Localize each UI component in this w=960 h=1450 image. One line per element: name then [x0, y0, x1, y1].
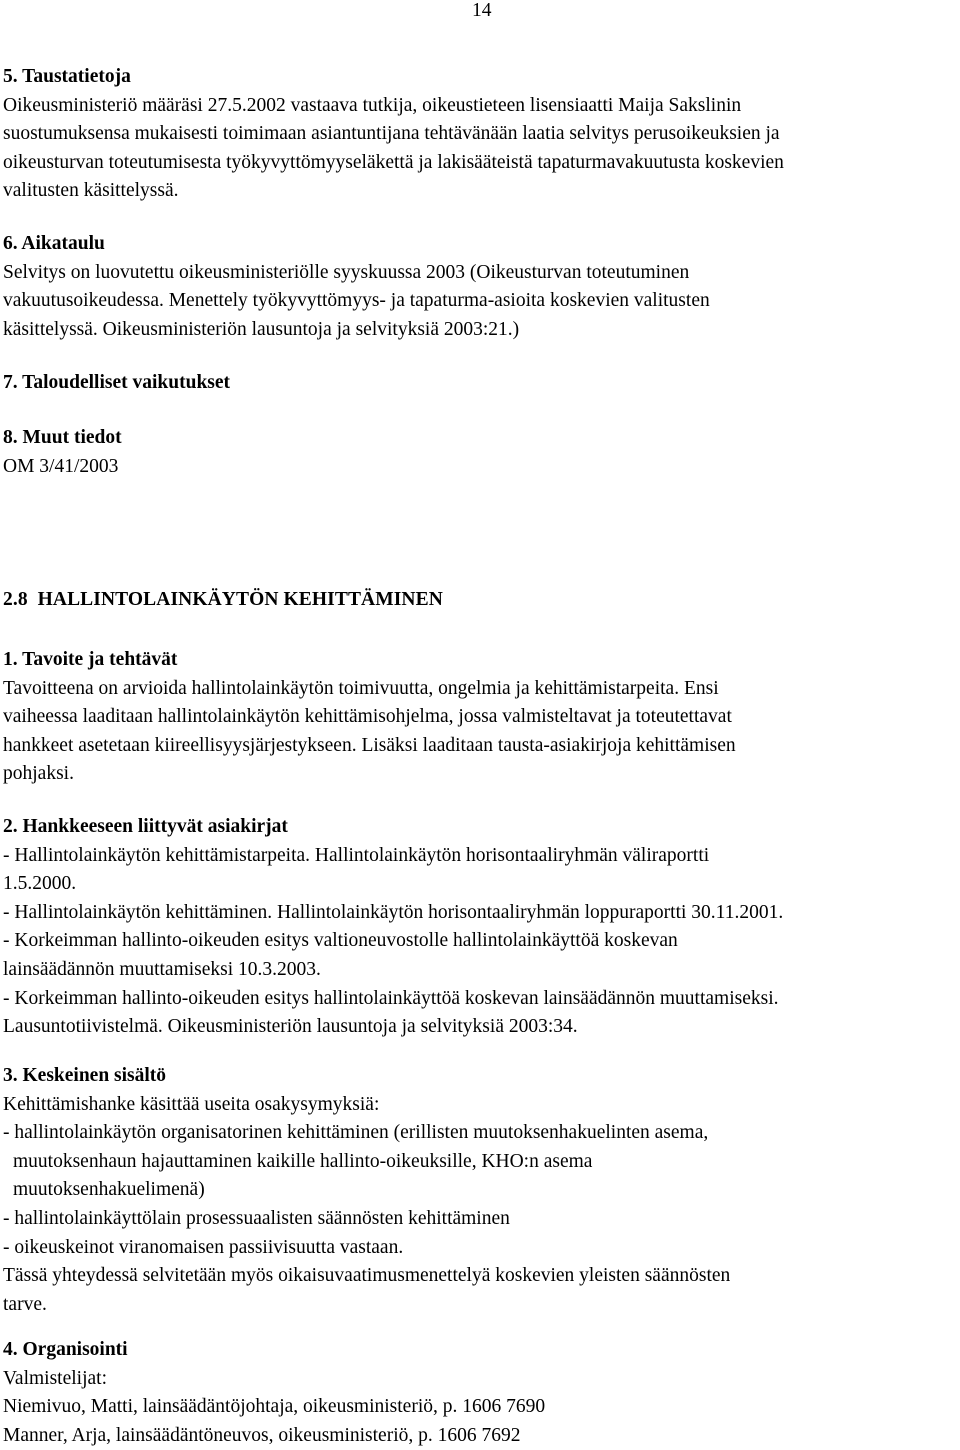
list-item: - Hallintolainkäytön kehittämistarpeita. Hallintolainkäytön horisontaaliryhmän väliraportti: [3, 844, 710, 866]
paragraph-line: käsittelyssä. Oikeusministeriön lausuntoja ja selvityksiä 2003:21.): [3, 318, 520, 340]
list-item: lainsäädännön muuttamiseksi 10.3.2003.: [3, 958, 321, 980]
paragraph-line: vakuutusoikeudessa. Menettely työkyvyttömyys- ja tapaturma-asioita koskevien valitusten: [3, 290, 710, 312]
section-goals: [3, 646, 959, 789]
section-documents: [3, 813, 959, 1042]
contact-line: Niemivuo, Matti, lainsäädäntöjohtaja, oikeusministeriö, p. 1606 7690: [3, 1396, 546, 1418]
paragraph-line: Oikeusministeriö määräsi 27.5.2002 vastaava tutkija, oikeustieteen lisensiaatti Maija Sakslinin: [3, 94, 742, 116]
page-number: 14: [472, 0, 492, 21]
heading-content: 3. Keskeinen sisältö: [3, 1065, 167, 1086]
paragraph-line: tarve.: [3, 1293, 47, 1315]
paragraph-line: suostumuksensa mukaisesti toimimaan asiantuntijana tehtävänään laatia selvitys perusoikeuksien ja: [3, 123, 780, 145]
paragraph-line: hankkeet asetetaan kiireellisyysjärjestykseen. Lisäksi laaditaan tausta-asiakirjoja kehittämisen: [3, 734, 736, 756]
paragraph-line: Selvitys on luovutettu oikeusministeriölle syyskuussa 2003 (Oikeusturvan toteutuminen: [3, 261, 690, 283]
list-item: - hallintolainkäyttölain prosessuaalisten säännösten kehittäminen: [3, 1207, 510, 1229]
heading-organisation: 4. Organisointi: [3, 1339, 128, 1360]
section-background: [3, 63, 959, 206]
section-title-text: 2.8 HALLINTOLAINKÄYTÖN KEHITTÄMINEN: [3, 589, 443, 610]
paragraph-line: Valmistelijat:: [3, 1367, 107, 1389]
paragraph-line: oikeusturvan toteutumisesta työkyvyttömyyseläkettä ja lakisääteistä tapaturmavakuutusta koskevien: [3, 151, 784, 173]
section-other-info: [3, 424, 959, 481]
paragraph-line: pohjaksi.: [3, 763, 74, 785]
heading-financial: 7. Taloudelliset vaikutukset: [3, 372, 231, 393]
heading-goals: 1. Tavoite ja tehtävät: [3, 649, 178, 670]
heading-schedule: 6. Aikataulu: [3, 233, 105, 254]
list-item: - oikeuskeinot viranomaisen passiivisuutta vastaan.: [3, 1236, 404, 1258]
list-item: - hallintolainkäytön organisatorinen kehittäminen (erillisten muutoksenhakuelinten asema,: [3, 1122, 709, 1144]
heading-background: 5. Taustatietoja: [3, 66, 131, 87]
list-item: Lausuntotiivistelmä. Oikeusministeriön lausuntoja ja selvityksiä 2003:34.: [3, 1016, 578, 1038]
section-financial: [3, 369, 959, 398]
paragraph-line: valitusten käsittelyssä.: [3, 180, 179, 202]
reference-number: OM 3/41/2003: [3, 455, 119, 477]
section-schedule: [3, 230, 959, 344]
paragraph-line: Tässä yhteydessä selvitetään myös oikaisuvaatimusmenettelyä koskevien yleisten säännösten: [3, 1265, 731, 1287]
list-item: 1.5.2000.: [3, 873, 77, 895]
list-item: muutoksenhaun hajauttaminen kaikille hallinto-oikeuksille, KHO:n asema: [13, 1150, 593, 1172]
section-organisation: [3, 1336, 959, 1450]
paragraph-line: Tavoitteena on arvioida hallintolainkäytön toimivuutta, ongelmia ja kehittämistarpeita. Ensi: [3, 677, 719, 699]
list-item: - Hallintolainkäytön kehittäminen. Hallintolainkäytön horisontaaliryhmän loppuraportti 30.11.2001.: [3, 901, 784, 923]
section-content: [3, 1062, 959, 1319]
list-item: muutoksenhakuelimenä): [13, 1179, 205, 1201]
heading-documents: 2. Hankkeeseen liittyvät asiakirjat: [3, 816, 288, 837]
heading-other-info: 8. Muut tiedot: [3, 427, 122, 448]
paragraph-line: Kehittämishanke käsittää useita osakysymyksiä:: [3, 1093, 380, 1115]
list-item: - Korkeimman hallinto-oikeuden esitys valtioneuvostolle hallintolainkäyttöä koskevan: [3, 930, 678, 952]
contact-line: Manner, Arja, lainsäädäntöneuvos, oikeusministeriö, p. 1606 7692: [3, 1424, 521, 1446]
section-title: [3, 586, 959, 615]
list-item: - Korkeimman hallinto-oikeuden esitys hallintolainkäyttöä koskevan lainsäädännön muuttamiseksi.: [3, 987, 779, 1009]
paragraph-line: vaiheessa laaditaan hallintolainkäytön kehittämisohjelma, jossa valmisteltavat ja toteutettavat: [3, 706, 732, 728]
